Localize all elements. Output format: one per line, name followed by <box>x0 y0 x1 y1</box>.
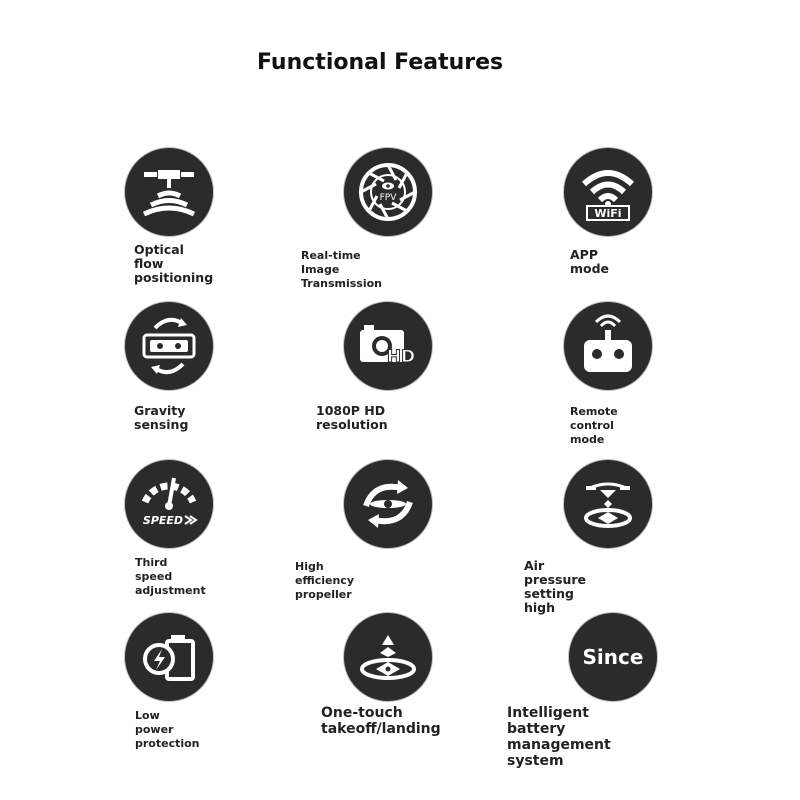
low-battery-icon <box>125 613 213 701</box>
gravity-sensing-icon <box>125 302 213 390</box>
fpv-text: FPV <box>379 193 397 203</box>
page-title: Functional Features <box>257 50 504 75</box>
feature-label: One-touch takeoff/landing <box>321 705 441 737</box>
feature-label: Optical flow positioning <box>134 242 214 285</box>
hd-text: HD <box>386 347 416 367</box>
wifi-text: WiFi <box>594 207 622 220</box>
since-text: Since <box>582 645 644 669</box>
takeoff-landing-icon <box>344 613 432 701</box>
altitude-hold-icon <box>564 460 652 548</box>
hd-camera-icon <box>344 302 432 390</box>
feature-label: APP mode <box>570 247 610 276</box>
feature-label: Remote control mode <box>570 405 618 446</box>
feature-label: Intelligent battery management system <box>507 705 611 769</box>
feature-label: Third speed adjustment <box>135 556 206 597</box>
feature-label: Air pressure setting high <box>524 558 587 615</box>
optical-flow-icon <box>125 148 213 236</box>
speedometer-icon <box>125 460 213 548</box>
feature-label: Real-time Image Transmission <box>301 249 383 290</box>
propeller-icon <box>344 460 432 548</box>
since-badge <box>569 613 657 701</box>
speed-text: SPEED <box>142 514 184 527</box>
feature-label: Low power protection <box>135 709 200 750</box>
remote-controller-icon <box>564 302 652 390</box>
feature-label: Gravity sensing <box>134 403 189 432</box>
feature-label: 1080P HD resolution <box>316 403 388 432</box>
fpv-camera-icon <box>344 148 432 236</box>
feature-label: High efficiency propeller <box>295 560 355 601</box>
wifi-icon <box>564 148 652 236</box>
